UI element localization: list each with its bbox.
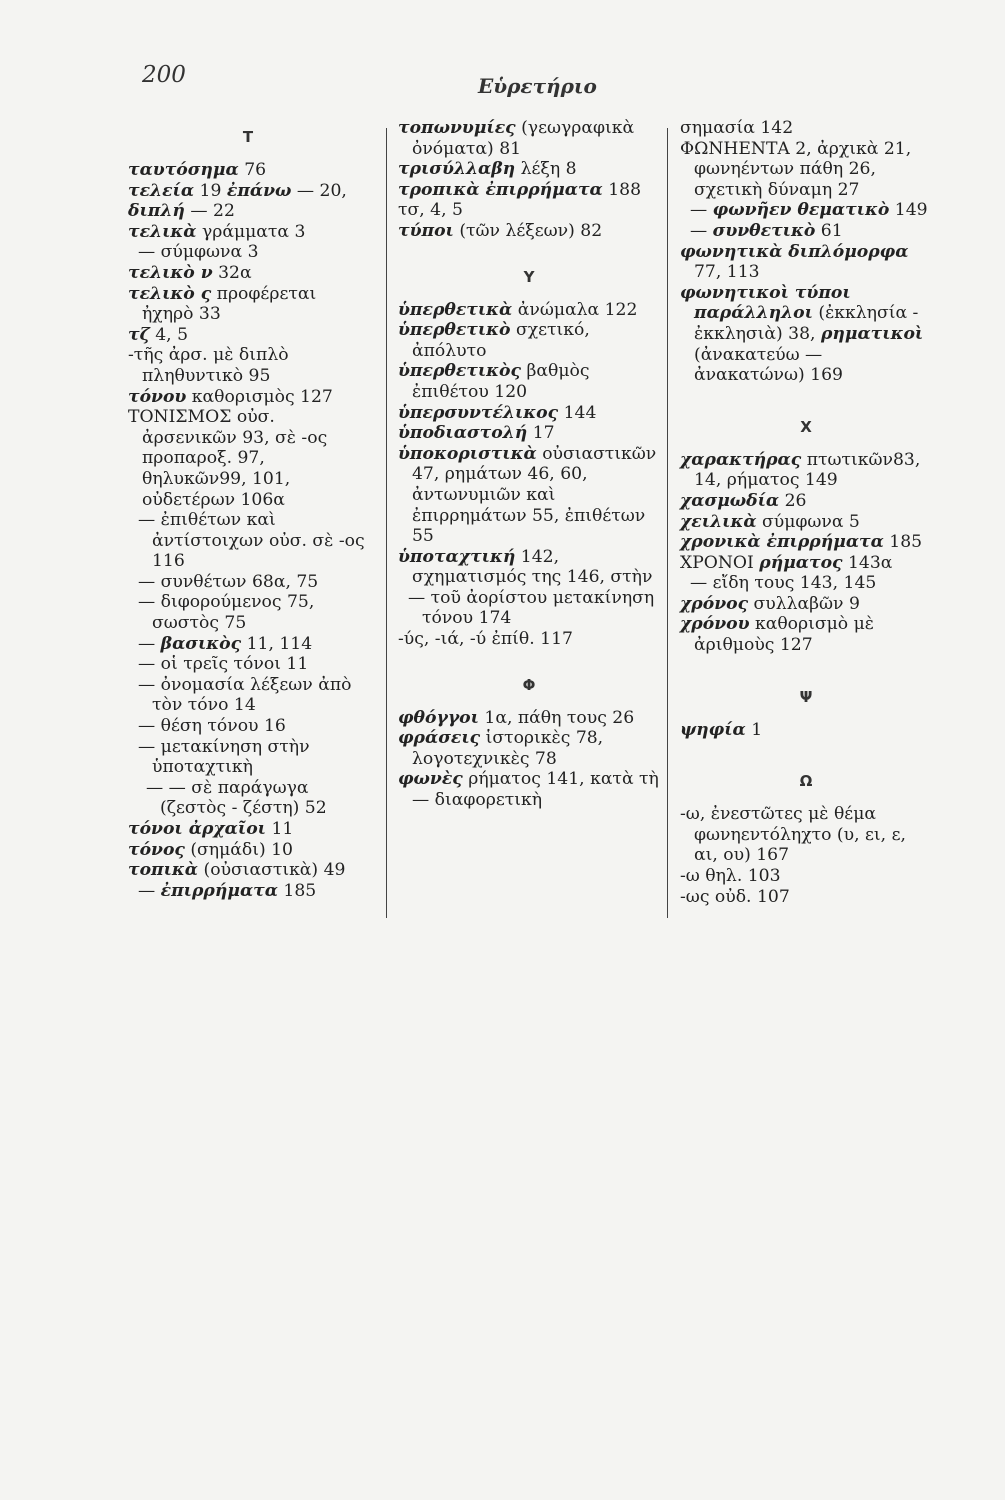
- entry-text: σύμφωνα 5: [756, 511, 860, 532]
- index-entry: [680, 804, 932, 866]
- index-column-2: [398, 118, 660, 811]
- entry-text: σχετικό, ἀπόλυτο: [412, 320, 590, 361]
- entry-text: ἀνώμαλα 122: [512, 299, 638, 320]
- entry-term: τροπικὰ ἐπιρρήματα: [398, 179, 603, 200]
- entry-text: 1: [745, 719, 763, 740]
- entry-text: 77, 113: [694, 262, 760, 283]
- entry-term: διπλή: [128, 201, 185, 222]
- index-entry: [680, 200, 932, 221]
- entry-text: 185: [277, 880, 317, 901]
- entry-text: γράμματα 3: [196, 221, 306, 242]
- entry-term: ὑπερθετικὰ: [398, 299, 513, 320]
- index-entry: [680, 720, 932, 741]
- entry-term: φωνητικοὶ τύποι παράλληλοι: [680, 282, 851, 324]
- entry-text: (οὐσιαστικὰ) 49: [198, 860, 346, 881]
- index-entry: [398, 221, 660, 242]
- entry-text: 188: [602, 179, 642, 200]
- index-entry: [128, 737, 368, 778]
- entry-term: χαρακτήρας: [680, 449, 802, 470]
- entry-term: ἐπάνω: [226, 180, 292, 201]
- entry-text: — — σὲ παράγωγα (ζεστὸς - ζέστη) 52: [146, 777, 327, 819]
- entry-text: — μετακίνηση στὴν ὑποταχτικὴ: [138, 736, 310, 778]
- entry-term: τόνος: [128, 839, 185, 860]
- entry-text: (ἀνακατεύω — ἀνακατώνω) 169: [694, 344, 843, 386]
- index-entry: [128, 181, 368, 202]
- index-entry: [680, 139, 932, 201]
- index-entry: [128, 881, 368, 902]
- entry-text: 11: [266, 819, 294, 839]
- entry-text: -ύς, -ιά, -ύ ἐπίθ. 117: [398, 629, 573, 650]
- index-entry: [680, 594, 932, 615]
- entry-text: — ὀνομασία λέξεων ἀπὸ τὸν τόνο 14: [138, 674, 352, 716]
- entry-text: 149: [889, 200, 928, 221]
- index-entry: [680, 450, 932, 491]
- index-entry: [398, 200, 660, 221]
- index-entry: [128, 510, 368, 572]
- index-entry: [398, 629, 660, 650]
- entry-text: τσ, 4, 5: [398, 200, 463, 221]
- index-entry: [398, 159, 660, 180]
- entry-text: 185: [883, 532, 923, 553]
- index-entry: [128, 345, 368, 386]
- index-entry: [398, 361, 660, 402]
- entry-term: βασικὸς: [160, 633, 242, 654]
- entry-text: — εἴδη τους 143, 145: [690, 573, 877, 594]
- index-entry: [398, 180, 660, 201]
- entry-text: καθορισμὸς 127: [186, 386, 333, 407]
- index-entry: [398, 320, 660, 361]
- entry-text: -τῆς ἀρσ. μὲ διπλὸ πληθυντικὸ 95: [128, 345, 289, 386]
- entry-term: ὑποκοριστικὰ: [398, 443, 537, 464]
- entry-term: τζ: [128, 324, 150, 345]
- section-letter: Φ: [522, 675, 536, 694]
- entry-text: σημασία 142: [680, 118, 794, 138]
- index-entry: [680, 512, 932, 533]
- entry-text: ρήματος 141, κατὰ τὴ — διαφορετικὴ: [412, 769, 659, 811]
- entry-text: (γεωγραφικὰ ὀνόματα) 81: [412, 118, 635, 159]
- index-entry: [398, 547, 660, 588]
- entry-text: — συνθέτων 68α, 75: [138, 571, 319, 592]
- entry-text: — σύμφωνα 3: [138, 242, 259, 263]
- entry-term: φωνὲς: [398, 769, 463, 790]
- index-column-1: [128, 118, 368, 901]
- section-letter: Ω: [799, 772, 813, 791]
- entry-text: (τῶν λέξεων) 82: [453, 220, 603, 241]
- index-entry: [680, 283, 932, 386]
- entry-text: — 20,: [291, 180, 347, 201]
- entry-text: ἱστορικὲς 78, λογοτεχνικὲς 78: [412, 728, 604, 769]
- entry-text: -ω, ἐνεστῶτες μὲ θέμα φωνηεντόληχτο (υ, ει, ε, αι, ου) 167: [680, 804, 906, 866]
- running-head: Εὑρετήριο: [478, 74, 597, 98]
- index-entry: [128, 654, 368, 675]
- index-entry: [398, 708, 660, 729]
- entry-text: — θέση τόνου 16: [138, 716, 286, 737]
- entry-term: φωνητικὰ διπλόμορφα: [680, 241, 909, 262]
- entry-text: — τοῦ ἀορίστου μετακίνηση τόνου 174: [408, 587, 655, 629]
- entry-term: ὑπερσυντέλικος: [398, 402, 559, 423]
- index-entry: [128, 634, 368, 655]
- index-entry: [128, 325, 368, 346]
- entry-text: οὐσιαστικῶν 47, ρημάτων 46, 60, ἀντωνυμιῶν καὶ ἐπιρρημάτων 55, ἐπιθέτων 55: [412, 443, 657, 547]
- entry-text: (σημάδι) 10: [184, 839, 293, 860]
- entry-dash: —: [690, 220, 713, 241]
- section-letter: Ψ: [799, 687, 813, 706]
- index-entry: [680, 491, 932, 512]
- index-entry: [680, 573, 932, 594]
- entry-term: συνθετικὸ: [712, 220, 816, 241]
- entry-term: τοπικὰ: [128, 860, 199, 881]
- entry-text: καθορισμὸ μὲ ἀριθμοὺς 127: [694, 614, 874, 656]
- index-entry: [680, 532, 932, 553]
- index-entry: [680, 242, 932, 283]
- section-letter: Τ: [242, 128, 254, 146]
- entry-term: χρόνου: [680, 614, 750, 635]
- entry-term: ὑποδιαστολή: [398, 423, 528, 444]
- entry-term: ψηφία: [680, 719, 746, 740]
- entry-text: (ἐκκλησία - ἐκκλησιὰ) 38,: [694, 303, 919, 344]
- entry-term: ὑπερθετικὸ: [398, 320, 511, 341]
- index-entry: [128, 675, 368, 716]
- index-entry: [680, 614, 932, 655]
- entry-term: τελικὸ ς: [128, 283, 212, 304]
- index-entry: [398, 444, 660, 547]
- index-entry: [128, 778, 368, 819]
- entry-text: 26: [779, 490, 807, 511]
- index-entry: [128, 840, 368, 861]
- entry-text: -ως οὐδ. 107: [680, 886, 790, 907]
- column-divider: [386, 128, 387, 918]
- entry-text: πτωτικῶν83, 14, ρήματος 149: [694, 449, 921, 491]
- index-entry: [128, 284, 368, 325]
- entry-text: συλλαβῶν 9: [748, 593, 860, 614]
- index-entry: [128, 201, 368, 222]
- entry-term: χασμωδία: [680, 490, 780, 511]
- entry-text: 4, 5: [149, 324, 189, 345]
- entry-term: ἐπιρρήματα: [160, 880, 278, 901]
- entry-term: χειλικὰ: [680, 511, 757, 532]
- entry-term: φράσεις: [398, 728, 481, 749]
- index-entry: [680, 887, 932, 908]
- entry-term: τελικὰ: [128, 221, 197, 242]
- entry-term: τελικὸ ν: [128, 262, 213, 283]
- entry-text: ΤΟΝΙΣΜΟΣ οὐσ. ἀρσενικῶν 93, σὲ -ος προπαροξ. 97, θηλυκῶν99, 101, οὐδετέρων 106α: [128, 407, 328, 510]
- index-entry: [680, 866, 932, 887]
- entry-text: -ω θηλ. 103: [680, 866, 781, 887]
- section-letter: Χ: [800, 417, 812, 436]
- page-number: 200: [142, 62, 186, 88]
- entry-term: ρήματος: [759, 552, 843, 573]
- entry-term: τύποι: [398, 220, 454, 241]
- entry-text: 76: [238, 160, 267, 180]
- entry-text: — ἐπιθέτων καὶ ἀντίστοιχων οὐσ. σὲ -ος 116: [138, 510, 365, 572]
- entry-text: 1α, πάθη τους 26: [478, 707, 635, 728]
- index-entry: [398, 300, 660, 321]
- index-entry: [128, 387, 368, 408]
- column-divider: [667, 128, 668, 918]
- entry-term: τόνοι ἀρχαῖοι: [128, 819, 267, 839]
- index-entry: [680, 118, 932, 139]
- entry-text: 19: [194, 180, 227, 201]
- entry-text: 32α: [212, 262, 252, 283]
- entry-term: τόνου: [128, 386, 187, 407]
- entry-term: ὑπερθετικὸς: [398, 361, 521, 382]
- entry-term: τρισύλλαβη: [398, 159, 516, 180]
- entry-term: χρόνος: [680, 593, 749, 614]
- entry-dash: —: [138, 633, 161, 654]
- entry-text: — διφορούμενος 75, σωστὸς 75: [138, 592, 315, 634]
- entry-text: 144: [558, 402, 597, 423]
- entry-text: 61: [815, 220, 843, 241]
- index-entry: [128, 407, 368, 510]
- index-entry: [680, 553, 932, 574]
- index-entry: [398, 118, 660, 159]
- index-entry: [128, 572, 368, 593]
- entry-term: φωνῆεν θεματικὸ: [712, 200, 890, 221]
- index-entry: [398, 423, 660, 444]
- entry-term: τοπωνυμίες: [398, 118, 516, 138]
- index-entry: [128, 263, 368, 284]
- index-entry: [128, 819, 368, 840]
- section-letter: Υ: [523, 267, 535, 286]
- index-entry: [398, 403, 660, 424]
- entry-text: 17: [527, 423, 555, 444]
- entry-term: φθόγγοι: [398, 707, 479, 728]
- index-entry: [128, 592, 368, 633]
- entry-term: ταυτόσημα: [128, 160, 239, 180]
- entry-dash: —: [138, 880, 161, 901]
- index-entry: [128, 716, 368, 737]
- entry-term: ρηματικοὶ: [820, 323, 924, 344]
- entry-term: τελεία: [128, 180, 195, 201]
- entry-text: — 22: [184, 201, 235, 222]
- entry-text: λέξη 8: [515, 159, 577, 180]
- entry-text: προφέρεται ἠχηρὸ 33: [142, 283, 317, 325]
- entry-text: — οἱ τρεῖς τόνοι 11: [138, 654, 309, 675]
- entry-text: βαθμὸς ἐπιθέτου 120: [412, 361, 590, 402]
- entry-dash: —: [690, 200, 713, 221]
- index-entry: [128, 242, 368, 263]
- entry-text: ΧΡΟΝΟΙ: [680, 552, 760, 573]
- index-column-3: [680, 118, 932, 907]
- entry-term: ὑποταχτική: [398, 546, 516, 567]
- index-entry: [128, 860, 368, 881]
- index-entry: [128, 160, 368, 181]
- index-entry: [398, 769, 660, 810]
- index-entry: [128, 222, 368, 243]
- entry-term: χρονικὰ ἐπιρρήματα: [680, 532, 884, 553]
- entry-text: 143α: [842, 552, 893, 573]
- index-entry: [680, 221, 932, 242]
- entry-text: 11, 114: [241, 633, 313, 654]
- index-entry: [398, 728, 660, 769]
- entry-text: ΦΩΝΗΕΝΤΑ 2, ἀρχικὰ 21, φωνηέντων πάθη 26, σχετικὴ δύναμη 27: [680, 138, 912, 200]
- entry-text: 142, σχηματισμός της 146, στὴν: [412, 546, 653, 588]
- index-entry: [398, 588, 660, 629]
